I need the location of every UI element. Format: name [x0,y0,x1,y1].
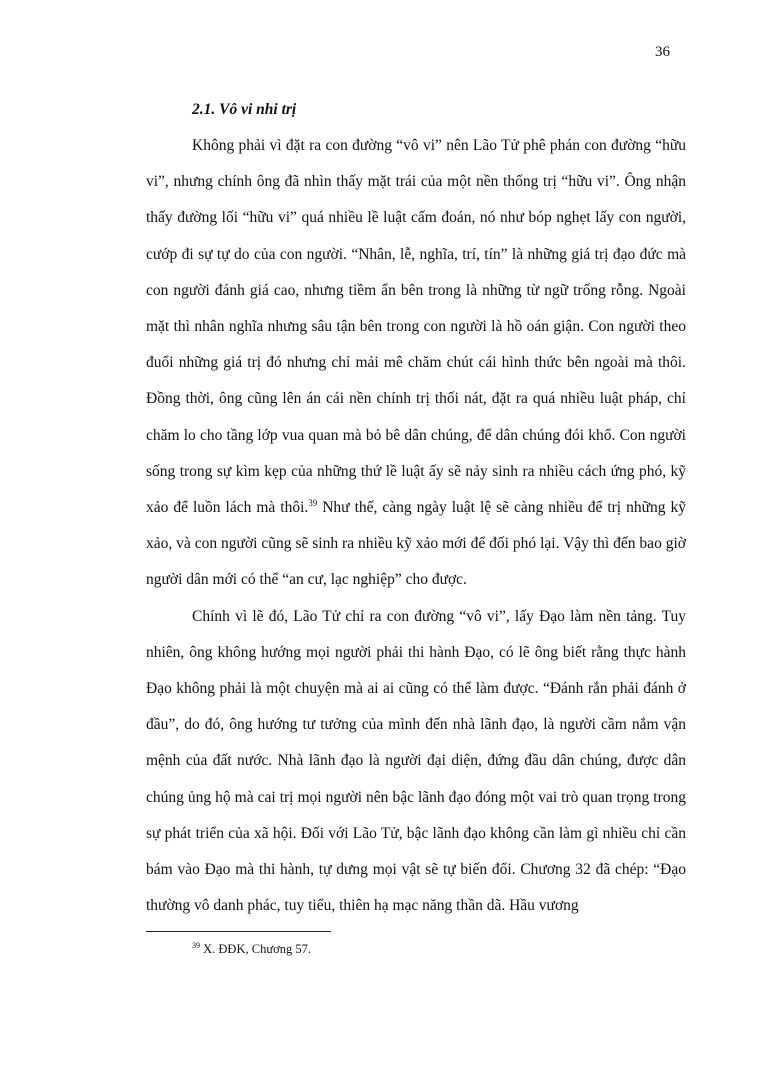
paragraph-2: Chính vì lẽ đó, Lão Tử chỉ ra con đường “vô vi”, lấy Đạo làm nền tảng. Tuy nhiên, ông không hướng mọi người phải thi hành Đạo, có lẽ ông biết rằng thực hành Đạo không phải là một chuyện mà ai ai cũng có thể làm được. “Đánh rắn phải đánh ở đầu”, do đó, ông hướng tư tưởng của mình đến nhà lãnh đạo, là người cầm nắm vận mệnh của đất nước. Nhà lãnh đạo là người đại diện, đứng đầu dân chúng, được dân chúng ủng hộ mà cai trị mọi người nên bậc lãnh đạo đóng một vai trò quan trọng trong sự phát triển của xã hội. Đối với Lão Tử, bậc lãnh đạo không cần làm gì nhiều chỉ cần bám vào Đạo mà thi hành, tự dưng mọi vật sẽ tự biến đổi. Chương 32 đã chép: “Đạo thường vô danh phác, tuy tiểu, thiên hạ mạc năng thần dã. Hầu vương [146,607,686,915]
paragraph-1 [146,128,686,599]
footnote-reference[interactable]: 39 [308,497,318,508]
page-number: 36 [655,44,670,60]
footnote [192,941,311,957]
paragraph-1-text: Không phải vì đặt ra con đường “vô vi” nên Lão Tử phê phán con đường “hữu vi”, nhưng chính ông đã nhìn thấy mặt trái của một nền thống trị “hữu vi”. Ông nhận thấy đường lối “hữu vi” quá nhiều lề luật cấm đoán, nó như bóp nghẹt lấy con người, cướp đi sự tự do của con người. “Nhân, lễ, nghĩa, trí, tín” là những giá trị đạo đức mà con người đánh giá cao, nhưng tiềm ẩn bên trong là những từ ngữ trống rỗng. Ngoài mặt thì nhân nghĩa nhưng sâu tận bên trong con người là hồ oán giận. Con người theo đuổi những giá trị đó nhưng chỉ mải mê chăm chút cái hình thức bên ngoài mà thôi. Đồng thời, ông cũng lên án cái nền chính trị thối nát, đặt ra quá nhiều luật pháp, chỉ chăm lo cho tầng lớp vua quan mà bỏ bê dân chúng, để dân chúng đói khổ. Con người sống trong sự kìm kẹp của những thứ lề luật ấy sẽ nảy sinh ra nhiều cách ứng phó, kỹ xảo để luồn lách mà thôi. [146,137,686,517]
footnote-separator [146,931,331,932]
footnote-text: X. ĐĐK, Chương 57. [200,942,311,957]
body-content [146,92,686,924]
paragraph-1-text-continued: Như thế, càng ngày luật lệ sẽ càng nhiều để trị những kỹ xảo, và con người cũng sẽ sinh ra nhiều kỹ xảo mới để đối phó lại. Vậy thì đến bao giờ người dân mới có thể “an cư, lạc nghiệp” cho được. [146,499,686,589]
footnote-number: 39 [192,941,200,950]
section-heading: 2.1. Vô vi nhi trị [192,101,297,118]
